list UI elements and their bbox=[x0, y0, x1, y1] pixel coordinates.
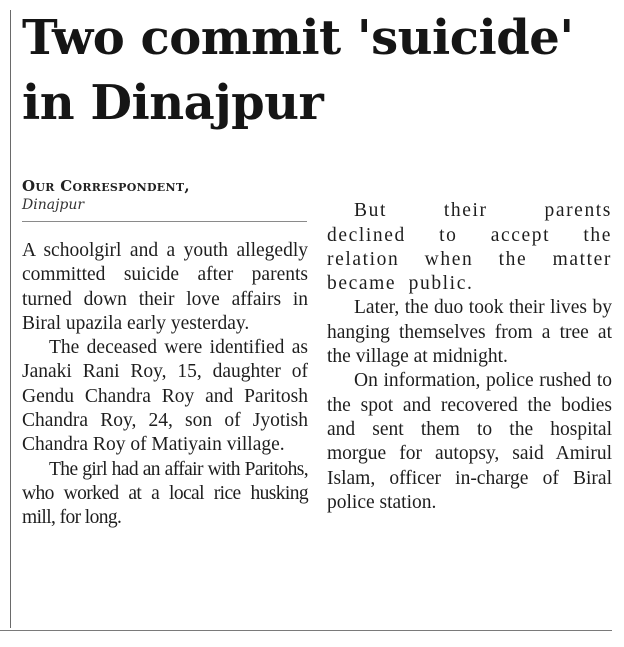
article-paragraph-4: But their parents declined to accept the relation when the matter became public. bbox=[327, 200, 612, 295]
byline-divider bbox=[22, 221, 307, 222]
article-paragraph-6: On information, police rushed to the spot and recovered the bodies and sent them to the hospital morgue for autopsy, said Amirul Islam, officer in-charge of Biral police station. bbox=[327, 370, 612, 513]
page-bottom-rule bbox=[0, 630, 612, 631]
byline-place: Dinajpur bbox=[22, 197, 85, 213]
article-column-2-spacer bbox=[327, 175, 612, 199]
article-paragraph-1: A schoolgirl and a youth allegedly committed suicide after parents turned down their love affairs in Biral upazila early yesterday. bbox=[22, 240, 308, 334]
column-left-rule bbox=[10, 10, 11, 628]
byline bbox=[22, 176, 312, 214]
byline-name: Our Correspondent, bbox=[22, 177, 190, 195]
article-paragraph-3: The girl had an affair with Paritohs, who worked at a local rice husking mill, for long. bbox=[22, 458, 308, 529]
article-column-1 bbox=[22, 239, 308, 531]
article-paragraph-5: Later, the duo took their lives by hanging themselves from a tree at the village at midnight. bbox=[327, 297, 612, 368]
headline: Two commit 'suicide' in Dinajpur bbox=[22, 10, 574, 131]
article-column-2 bbox=[327, 175, 612, 515]
article-paragraph-2: The deceased were identified as Janaki Rani Roy, 15, daughter of Gendu Chandra Roy and Paritosh Chandra Roy, 24, son of Jyotish Chandra Roy of Matiyain village. bbox=[22, 337, 308, 456]
